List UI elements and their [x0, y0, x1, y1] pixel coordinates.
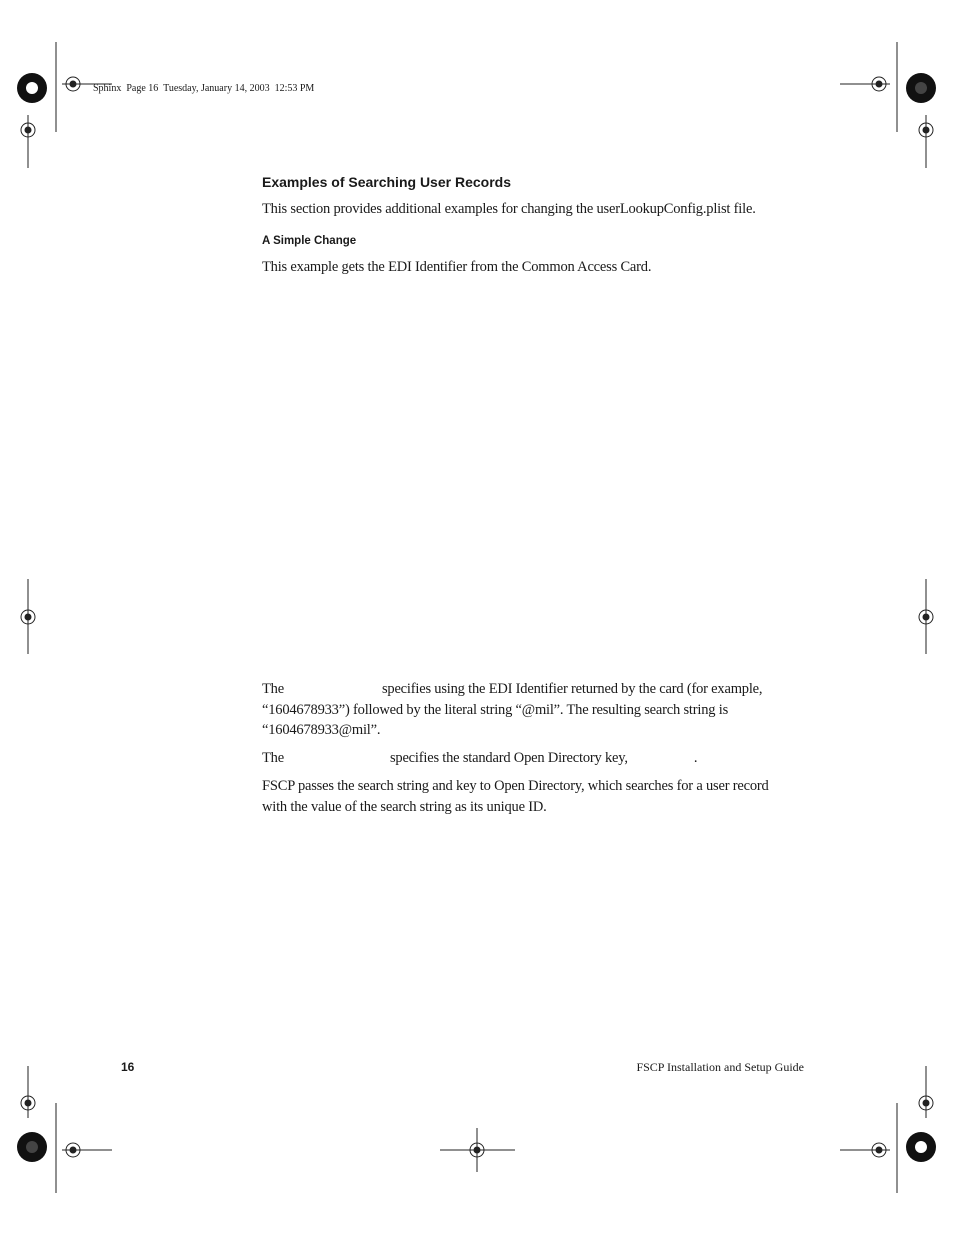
paragraph-text: “1604678933@mil”.	[262, 722, 381, 738]
paragraph-text: FSCP passes the search string and key to Open Directory, which searches for a user record	[262, 778, 769, 794]
paragraph-text: specifies using the EDI Identifier returned by the card (for example,	[381, 681, 763, 697]
paragraph-text: .	[693, 750, 698, 766]
paragraph-text: The	[262, 750, 284, 766]
print-slug: Sphinx Page 16 Tuesday, January 14, 2003 12:53 PM	[93, 83, 315, 94]
paragraph-text: specifies the standard Open Directory key,	[389, 750, 628, 766]
intro-paragraph: This section provides additional examples for changing the userLookupConfig.plist file.	[262, 201, 756, 217]
section-heading: Examples of Searching User Records	[262, 174, 511, 190]
paragraph-text: with the value of the search string as its unique ID.	[262, 798, 547, 815]
paragraph-text: “1604678933”) followed by the literal string “@mil”. The resulting search string is	[262, 701, 729, 718]
paragraph-text: The	[262, 681, 284, 697]
starburst-mark-icon	[17, 73, 936, 1162]
example-intro-paragraph: This example gets the EDI Identifier from the Common Access Card.	[262, 259, 652, 275]
guide-title: FSCP Installation and Setup Guide	[636, 1060, 804, 1074]
explanation-paragraph-1	[262, 679, 762, 741]
registration-mark-icon	[21, 77, 933, 1157]
explanation-paragraph-2	[262, 748, 697, 769]
explanation-paragraph-3	[262, 776, 769, 817]
subsection-heading: A Simple Change	[262, 235, 357, 247]
page-number: 16	[121, 1060, 135, 1074]
